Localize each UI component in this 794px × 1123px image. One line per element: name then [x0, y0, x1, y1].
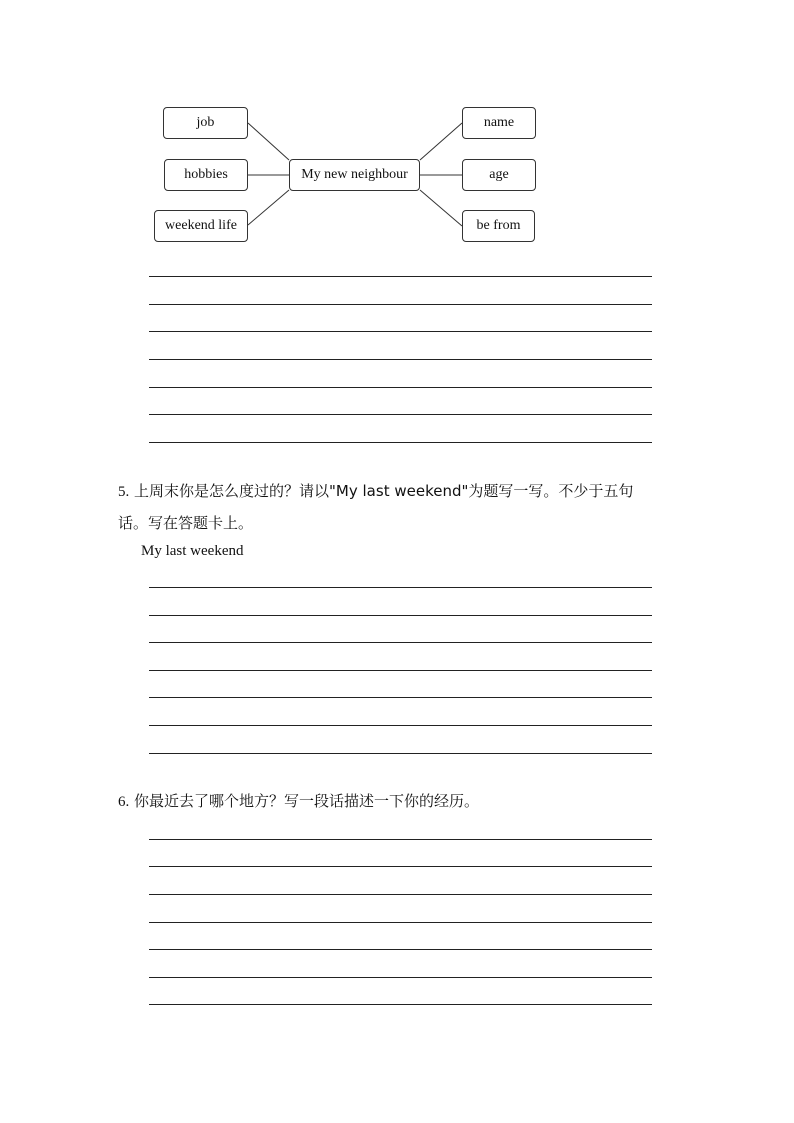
node-label-job: job [196, 115, 215, 130]
writing-line [149, 753, 652, 754]
node-label-age: age [489, 167, 509, 182]
mind-map-node-name [462, 107, 536, 139]
mind-map-node-be-from [462, 210, 535, 242]
mind-map-node-hobbies [164, 159, 248, 191]
writing-line [149, 670, 652, 671]
mind-map-connectors [0, 0, 794, 260]
writing-line [149, 949, 652, 950]
connector-name [420, 123, 462, 160]
writing-line [149, 697, 652, 698]
writing-line [149, 922, 652, 923]
node-label-weekend-life: weekend life [165, 218, 237, 233]
writing-line [149, 304, 652, 305]
writing-line [149, 977, 652, 978]
question-6-number: 6. [118, 794, 130, 810]
writing-line [149, 839, 652, 840]
writing-line [149, 442, 652, 443]
center-node-label: My new neighbour [301, 167, 408, 182]
writing-line [149, 725, 652, 726]
question-6 [118, 786, 658, 818]
writing-line [149, 359, 652, 360]
connector-weekend-life [248, 190, 289, 225]
question-5-number: 5. [118, 484, 130, 500]
writing-line [149, 642, 652, 643]
mind-map-center-node [289, 159, 420, 191]
mind-map-node-job [163, 107, 248, 139]
essay-title: My last weekend [141, 543, 244, 559]
writing-line [149, 894, 652, 895]
question-6-text: 你最近去了哪个地方？写一段话描述一下你的经历。 [134, 792, 480, 810]
node-label-hobbies: hobbies [184, 167, 228, 182]
writing-line [149, 414, 652, 415]
writing-line [149, 331, 652, 332]
writing-line [149, 387, 652, 388]
node-label-be-from: be from [476, 218, 521, 233]
mind-map-node-weekend-life [154, 210, 248, 242]
writing-line [149, 615, 652, 616]
question-5-text: 上周末你是怎么度过的？请以"My last weekend"为题写一写。不少于五句话。写在答题卡上。 [118, 482, 634, 532]
writing-line [149, 587, 652, 588]
writing-line [149, 866, 652, 867]
mind-map-node-age [462, 159, 536, 191]
writing-line [149, 276, 652, 277]
node-label-name: name [483, 115, 515, 130]
question-5 [118, 476, 658, 539]
connector-job [248, 123, 289, 160]
connector-be-from [420, 190, 462, 226]
writing-line [149, 1004, 652, 1005]
mind-map [0, 0, 794, 260]
